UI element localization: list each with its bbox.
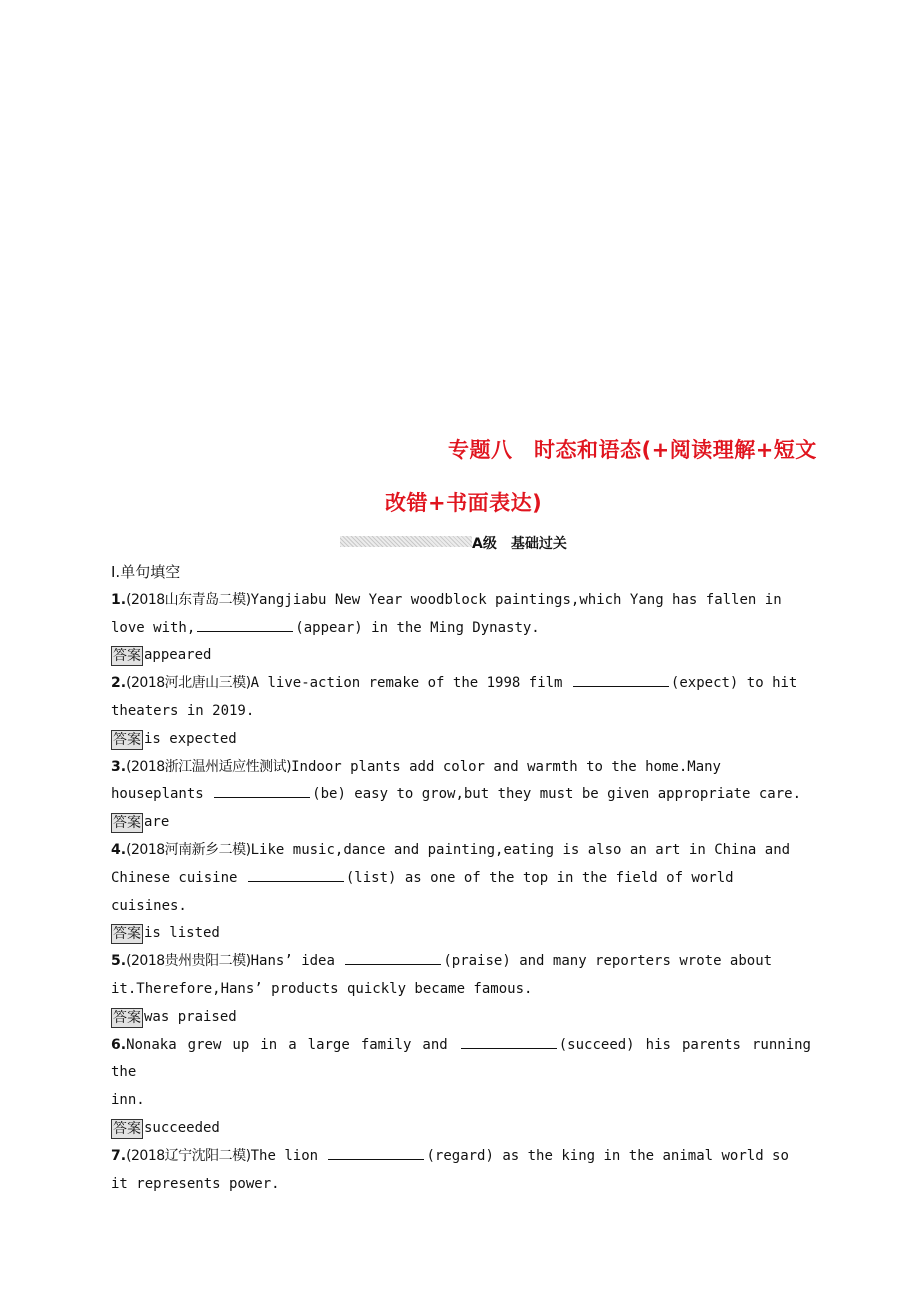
- question-text: houseplants: [111, 786, 213, 803]
- question-4-line-2: [111, 865, 811, 893]
- question-4: [111, 837, 811, 865]
- question-number: 1.: [111, 591, 127, 608]
- question-source: (2018河北唐山三模): [126, 675, 251, 692]
- answer-text: is expected: [144, 730, 237, 747]
- answer-row-2: [111, 726, 811, 754]
- answer-text: is listed: [144, 925, 220, 942]
- answer-row-6: [111, 1115, 811, 1143]
- question-hint: (be) easy to grow,but they must be given appropriate care.: [312, 786, 802, 803]
- question-text: Nonaka grew up in a large family and: [126, 1036, 459, 1053]
- answer-tag: 答案: [113, 926, 141, 943]
- question-number: 3.: [111, 758, 127, 775]
- question-number: 4.: [111, 841, 127, 858]
- question-text: Chinese cuisine: [111, 869, 246, 886]
- page-title-line-1: 专题八 时态和语态(+阅读理解+短文: [448, 438, 817, 462]
- answer-tag: 答案: [113, 1120, 141, 1137]
- answer-text: was praised: [144, 1008, 237, 1025]
- question-7-line-2: it represents power.: [111, 1175, 280, 1192]
- answer-row-4: [111, 920, 811, 948]
- question-text: Indoor plants add color and warmth to the home.Many: [291, 758, 721, 775]
- question-number: 7.: [111, 1147, 127, 1164]
- question-4-line-3: cuisines.: [111, 897, 187, 914]
- question-hint: (praise) and many reporters wrote about: [443, 953, 773, 970]
- answer-blank[interactable]: [345, 950, 441, 965]
- answer-row-3: [111, 809, 811, 837]
- question-number: 2.: [111, 675, 127, 692]
- answer-tag: 答案: [113, 1009, 141, 1026]
- question-number: 6.: [111, 1036, 127, 1053]
- question-2: [111, 670, 811, 698]
- question-source: (2018浙江温州适应性测试): [126, 758, 292, 775]
- answer-blank[interactable]: [573, 672, 669, 687]
- question-source: (2018河南新乡二模): [126, 841, 251, 858]
- question-5: [111, 948, 811, 976]
- question-6-line-2: inn.: [111, 1092, 145, 1109]
- question-text: Like music,dance and painting,eating is also an art in China and: [250, 841, 791, 858]
- answer-blank[interactable]: [197, 617, 293, 632]
- question-3-line-2: [111, 781, 811, 809]
- question-source: (2018山东青岛二模): [126, 591, 251, 608]
- question-text: Yangjiabu New Year woodblock paintings,which Yang has fallen in: [250, 591, 782, 608]
- answer-blank[interactable]: [214, 783, 310, 798]
- question-2-line-2: theaters in 2019.: [111, 702, 255, 719]
- question-1-line-2: [111, 615, 811, 643]
- answer-text: appeared: [144, 647, 212, 664]
- question-text: A live-action remake of the 1998 film: [250, 675, 571, 692]
- question-5-line-2: it.Therefore,Hans’ products quickly became famous.: [111, 980, 533, 997]
- answer-tag: 答案: [113, 731, 141, 748]
- answer-text: are: [144, 814, 170, 831]
- question-text: Hans’ idea: [250, 953, 344, 970]
- level-label: A级 基础过关: [472, 536, 567, 552]
- question-text: love with,: [111, 619, 196, 636]
- question-number: 5.: [111, 953, 127, 970]
- answer-row-5: [111, 1004, 811, 1032]
- level-decoration-bar: [340, 536, 472, 547]
- answer-tag: 答案: [113, 648, 141, 665]
- question-source: (2018贵州贵阳二模): [126, 953, 251, 970]
- question-6: [111, 1032, 820, 1088]
- question-hint: (succeed) his parents running the: [111, 1036, 820, 1081]
- answer-blank[interactable]: [328, 1145, 424, 1160]
- question-source: (2018辽宁沈阳二模): [126, 1147, 251, 1164]
- answer-blank[interactable]: [248, 867, 344, 882]
- answer-tag: 答案: [113, 815, 141, 832]
- page-title-line-2: 改错+书面表达): [385, 491, 543, 515]
- question-hint: (list) as one of the top in the field of world: [345, 869, 734, 886]
- question-hint: (expect) to hit: [670, 675, 798, 692]
- exercise-content: [111, 559, 820, 1198]
- question-7: [111, 1143, 811, 1171]
- question-1: [111, 587, 811, 615]
- question-hint: (regard) as the king in the animal world so: [426, 1147, 789, 1164]
- question-hint: (appear) in the Ming Dynasty.: [295, 619, 540, 636]
- answer-row-1: [111, 642, 811, 670]
- question-3: [111, 754, 811, 782]
- question-text: The lion: [250, 1147, 327, 1164]
- answer-text: succeeded: [144, 1119, 220, 1136]
- section-heading: Ⅰ.单句填空: [111, 563, 181, 581]
- answer-blank[interactable]: [461, 1034, 557, 1049]
